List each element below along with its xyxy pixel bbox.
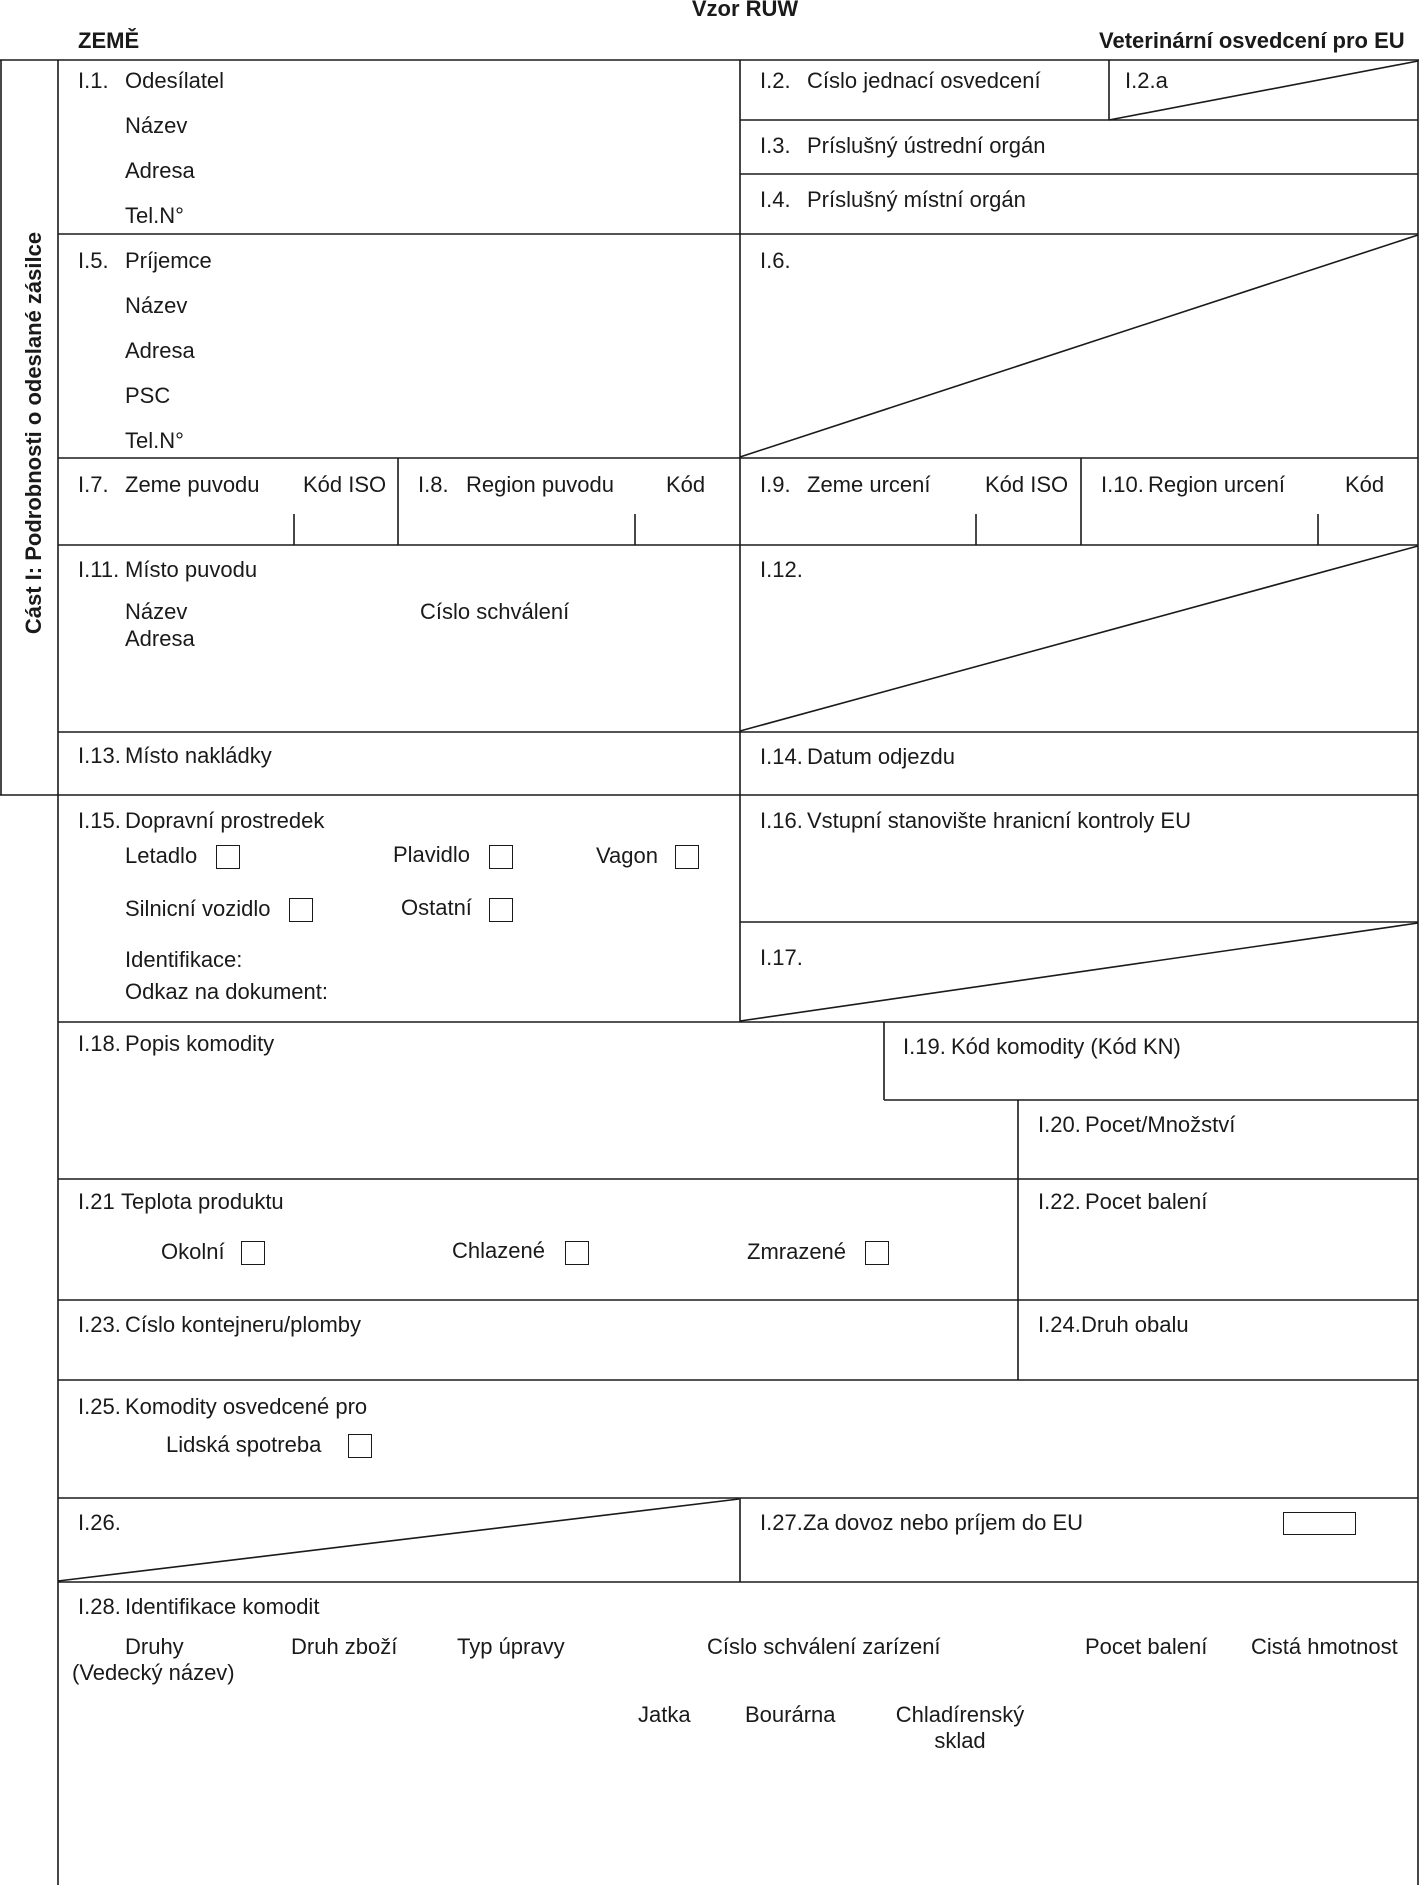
box-i25-label: Komodity osvedcené pro (125, 1394, 368, 1419)
temperature-chilled-label: Chlazené (452, 1238, 545, 1263)
box-i28-number: I.28. (78, 1594, 121, 1619)
box-i27-label: Za dovoz nebo príjem do EU (803, 1510, 1084, 1535)
box-i27-number: I.27. (760, 1510, 803, 1535)
box-i9-label: Zeme urcení (807, 472, 931, 497)
box-i24-label: Druh obalu (1081, 1312, 1189, 1337)
column-species-scientific: (Vedecký název) (72, 1660, 235, 1685)
box-i11-name-label: Název (125, 599, 188, 624)
column-number-of-packages: Pocet balení (1085, 1634, 1208, 1659)
box-i24-number: I.24. (1038, 1312, 1081, 1337)
column-cutting-plant: Bourárna (745, 1702, 836, 1727)
box-i5-number: I.5. (78, 248, 109, 273)
transport-road-label: Silnicní vozidlo (125, 896, 271, 921)
box-i9-number: I.9. (760, 472, 791, 497)
box-i18-label: Popis komodity (125, 1031, 275, 1056)
box-i1-tel-label: Tel.N° (125, 203, 184, 228)
box-i5-name-label: Název (125, 293, 188, 318)
box-i16-label: Vstupní stanovište hranicní kontroly EU (807, 808, 1191, 833)
box-i19-number: I.19. (903, 1034, 946, 1059)
box-i2a-number: I.2.a (1125, 68, 1168, 93)
country-label: ZEMĚ (78, 28, 140, 53)
transport-road-checkbox[interactable] (289, 898, 313, 922)
box-i2-number: I.2. (760, 68, 791, 93)
box-i18-number: I.18. (78, 1031, 121, 1056)
temperature-ambient-label: Okolní (161, 1239, 225, 1264)
box-i23-label: Císlo kontejneru/plomby (125, 1312, 362, 1337)
transport-identification-label: Identifikace: (125, 947, 243, 972)
box-i2-label: Císlo jednací osvedcení (807, 68, 1041, 93)
box-i25-number: I.25. (78, 1394, 121, 1419)
box-i9-code-label: Kód ISO (985, 472, 1069, 497)
transport-other-label: Ostatní (401, 895, 472, 920)
box-i11-approval-label: Císlo schválení (420, 599, 570, 624)
box-i14-number: I.14. (760, 744, 803, 769)
box-i1-address-label: Adresa (125, 158, 195, 183)
form-title: Vzor RUW (691, 0, 799, 21)
column-treatment-type: Typ úpravy (457, 1634, 565, 1659)
column-cold-store-line2: sklad (934, 1728, 986, 1753)
box-i20-label: Pocet/Množství (1085, 1112, 1236, 1137)
box-i10-label: Region urcení (1148, 472, 1285, 497)
certificate-title: Veterinární osvedcení pro EU (1099, 28, 1405, 53)
box-i15-label: Dopravní prostredek (125, 808, 325, 833)
box-i6-number: I.6. (760, 248, 791, 273)
box-i7-number: I.7. (78, 472, 109, 497)
box-i5-psc-label: PSC (125, 383, 171, 408)
box-i22-label: Pocet balení (1085, 1189, 1208, 1214)
box-i4-label: Príslušný místní orgán (807, 187, 1026, 212)
box-i13-label: Místo nakládky (125, 743, 272, 768)
box-i3-number: I.3. (760, 133, 791, 158)
column-net-weight: Cistá hmotnost (1251, 1634, 1398, 1659)
box-i23-number: I.23. (78, 1312, 121, 1337)
box-i5-address-label: Adresa (125, 338, 195, 363)
temperature-frozen-label: Zmrazené (747, 1239, 847, 1264)
column-goods-type: Druh zboží (291, 1634, 398, 1659)
box-i17-number: I.17. (760, 945, 803, 970)
transport-reference-label: Odkaz na dokument: (125, 979, 329, 1004)
column-slaughterhouse: Jatka (638, 1702, 691, 1727)
transport-aircraft-label: Letadlo (125, 843, 198, 868)
box-i19-label: Kód komodity (Kód KN) (951, 1034, 1181, 1059)
part-label: Cást I: Podrobnosti o odeslané zásilce (21, 231, 46, 635)
box-i16-number: I.16. (760, 808, 803, 833)
box-i14-label: Datum odjezdu (807, 744, 955, 769)
human-consumption-label: Lidská spotreba (166, 1432, 322, 1457)
transport-wagon-checkbox[interactable] (675, 845, 699, 869)
box-i12-number: I.12. (760, 557, 803, 582)
column-species: Druhy (125, 1634, 184, 1659)
box-i10-number: I.10. (1101, 472, 1144, 497)
box-i13-number: I.13. (78, 743, 121, 768)
column-cold-store-line1: Chladírenský (895, 1702, 1025, 1727)
box-i11-address-label: Adresa (125, 626, 195, 651)
box-i4-number: I.4. (760, 187, 791, 212)
box-i1-label: Odesílatel (125, 68, 225, 93)
box-i22-number: I.22. (1038, 1189, 1081, 1214)
box-i3-label: Príslušný ústrední orgán (807, 133, 1046, 158)
temperature-chilled-checkbox[interactable] (565, 1241, 589, 1265)
import-eu-entry-box[interactable] (1283, 1512, 1356, 1535)
human-consumption-checkbox[interactable] (348, 1434, 372, 1458)
box-i5-tel-label: Tel.N° (125, 428, 184, 453)
box-i11-number: I.11. (78, 557, 120, 582)
box-i1-number: I.1. (78, 68, 109, 93)
box-i8-code-label: Kód (666, 472, 706, 497)
box-i21-label: Teplota produktu (121, 1189, 284, 1214)
box-i8-label: Region puvodu (466, 472, 615, 497)
transport-ship-checkbox[interactable] (489, 845, 513, 869)
temperature-frozen-checkbox[interactable] (865, 1241, 889, 1265)
box-i7-label: Zeme puvodu (125, 472, 260, 497)
box-i1-name-label: Název (125, 113, 188, 138)
column-establishment-approval: Císlo schválení zarízení (707, 1634, 941, 1659)
transport-ship-label: Plavidlo (393, 842, 471, 867)
box-i10-code-label: Kód (1345, 472, 1385, 497)
box-i26-number: I.26. (78, 1510, 121, 1535)
temperature-ambient-checkbox[interactable] (241, 1241, 265, 1265)
box-i20-number: I.20. (1038, 1112, 1081, 1137)
box-i15-number: I.15. (78, 808, 121, 833)
box-i5-label: Príjemce (125, 248, 212, 273)
box-i21-number: I.21 (78, 1189, 115, 1214)
transport-other-checkbox[interactable] (489, 898, 513, 922)
box-i7-code-label: Kód ISO (303, 472, 387, 497)
transport-wagon-label: Vagon (596, 843, 658, 868)
transport-aircraft-checkbox[interactable] (216, 845, 240, 869)
box-i28-label: Identifikace komodit (125, 1594, 320, 1619)
box-i11-label: Místo puvodu (125, 557, 258, 582)
box-i8-number: I.8. (418, 472, 449, 497)
